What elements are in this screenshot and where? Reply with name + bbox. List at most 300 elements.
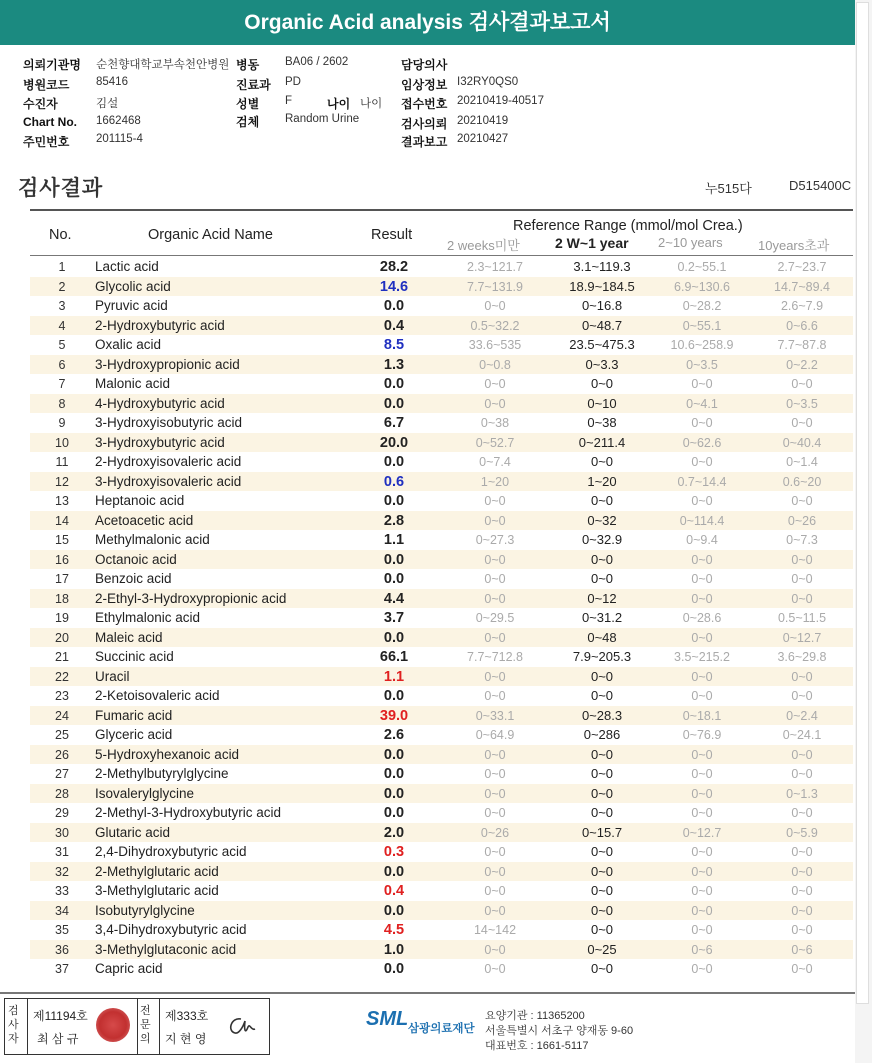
result-value: 0.0 (383, 961, 405, 977)
range-child: 0~0 (691, 455, 713, 469)
row-number: 21 (55, 650, 69, 664)
range-infant: 0~31.2 (581, 610, 623, 625)
header-range-adult: 10years초과 (758, 238, 830, 253)
acid-name: 4-Hydroxybutyric acid (95, 395, 225, 411)
signature-box (4, 998, 270, 1055)
sml-logo: SML (366, 1008, 409, 1030)
result-value: 3.7 (383, 610, 405, 626)
range-infant: 0~0 (590, 785, 614, 801)
table-row (30, 335, 853, 355)
acid-name: 2-Methyl-3-Hydroxybutyric acid (95, 805, 282, 820)
table-row (30, 667, 853, 687)
range-newborn: 0~0 (484, 864, 506, 879)
table-row (30, 569, 853, 589)
range-newborn: 0~0 (484, 396, 506, 411)
acid-name: Benzoic acid (95, 571, 172, 586)
table-row (30, 959, 853, 979)
range-adult: 0.6~20 (782, 474, 822, 489)
acid-name: 3-Hydroxyisobutyric acid (95, 415, 243, 430)
row-number: 29 (55, 806, 69, 820)
range-child: 0~0 (691, 884, 713, 898)
row-number: 1 (58, 260, 66, 274)
range-adult: 0~0 (791, 494, 813, 508)
info-label: 결과보고 (401, 135, 448, 149)
result-value: 14.6 (379, 278, 409, 295)
info-label: 검사의뢰 (401, 117, 448, 131)
result-value: 0.0 (383, 805, 405, 821)
header-result: Result (371, 227, 413, 243)
result-value: 0.0 (383, 298, 405, 314)
result-value: 1.1 (383, 532, 405, 548)
info-label: Chart No. (23, 115, 77, 129)
info-value: 85416 (96, 76, 128, 88)
range-newborn: 0~0 (484, 591, 506, 606)
range-infant: 0~0 (590, 688, 614, 703)
range-adult: 0~1.4 (786, 455, 818, 469)
range-infant: 0~3.3 (585, 356, 619, 372)
acid-name: Oxalic acid (95, 337, 162, 352)
range-infant: 0~0 (590, 493, 614, 508)
info-label: 성별 (236, 97, 260, 111)
range-infant: 0~0 (590, 961, 614, 976)
range-child: 0~0 (691, 572, 713, 586)
range-adult: 0.5~11.5 (777, 611, 827, 625)
table-row (30, 647, 853, 667)
range-newborn: 0~0 (484, 786, 506, 801)
table-row (30, 823, 853, 843)
result-value: 0.0 (383, 766, 405, 782)
row-number: 15 (55, 533, 69, 547)
table-row (30, 745, 853, 765)
acid-name: Uracil (95, 668, 130, 684)
range-newborn: 0~0 (484, 689, 506, 703)
range-child: 0~0 (691, 591, 713, 606)
range-adult: 0~0 (791, 903, 813, 918)
result-value: 0.0 (383, 454, 405, 470)
range-child: 0~28.2 (682, 299, 722, 313)
row-number: 24 (55, 708, 69, 723)
info-label: 임상정보 (401, 78, 448, 92)
range-adult: 0~0 (791, 806, 813, 820)
range-adult: 0~6.6 (786, 318, 818, 333)
age-label: 나이 (327, 97, 351, 111)
table-row (30, 940, 853, 960)
result-value: 0.4 (383, 317, 405, 334)
result-value: 0.0 (383, 493, 405, 509)
result-value: 0.4 (383, 883, 405, 899)
range-adult: 0~0 (791, 689, 813, 703)
range-child: 0.2~55.1 (677, 260, 727, 274)
range-newborn: 0~0 (484, 572, 506, 586)
lab-name: 삼광의료재단 (408, 1023, 475, 1035)
info-label: 의뢰기관명 (23, 58, 81, 72)
info-value: 20210419 (457, 115, 509, 127)
footer-rule (0, 992, 855, 994)
acid-name: Fumaric acid (95, 707, 173, 723)
info-value: BA06 / 2602 (285, 56, 349, 68)
range-infant: 0~0 (590, 551, 614, 567)
range-infant: 0~32 (587, 512, 617, 528)
table-row (30, 296, 853, 316)
range-newborn: 0~26 (480, 825, 510, 840)
range-newborn: 0~0 (484, 806, 506, 820)
range-newborn: 0~0 (484, 942, 506, 957)
range-newborn: 0~27.3 (475, 533, 515, 547)
acid-name: Glutaric acid (95, 824, 171, 840)
range-infant: 0~0 (590, 746, 614, 762)
range-infant: 0~0 (590, 883, 614, 898)
table-row (30, 725, 853, 745)
range-adult: 0~3.5 (786, 396, 818, 411)
range-child: 0~0 (691, 786, 713, 801)
table-row (30, 706, 853, 726)
result-value: 2.6 (383, 727, 405, 743)
table-row (30, 374, 853, 394)
table-header-rule (30, 255, 853, 256)
range-adult: 3.6~29.8 (777, 650, 827, 664)
info-value: 20210427 (457, 133, 509, 145)
range-newborn: 0~0 (484, 903, 506, 918)
org-phone: 대표번호 : 1661-5117 (485, 1040, 589, 1052)
row-number: 2 (58, 279, 66, 294)
info-label: 담당의사 (401, 58, 448, 72)
range-child: 0~0 (691, 864, 713, 879)
table-row (30, 842, 853, 862)
table-row (30, 277, 853, 297)
result-value: 0.0 (383, 376, 405, 392)
signer1-license: 제11194호 (33, 1009, 88, 1023)
acid-name: 2-Methylglutaric acid (95, 863, 219, 879)
row-number: 3 (58, 299, 66, 313)
range-infant: 0~12 (587, 590, 617, 606)
range-child: 0~0 (691, 845, 713, 859)
table-top-rule (30, 209, 853, 211)
acid-name: Maleic acid (95, 629, 163, 645)
signer2-name: 지 현 영 (165, 1032, 207, 1046)
range-child: 0~12.7 (682, 825, 722, 840)
acid-name: Capric acid (95, 961, 163, 976)
result-value: 6.7 (383, 415, 405, 431)
acid-name: 3-Methylglutaconic acid (95, 941, 237, 957)
range-newborn: 0~0 (484, 767, 506, 781)
header-range-child: 2~10 years (658, 235, 723, 250)
result-value: 8.5 (383, 337, 405, 353)
row-number: 30 (55, 825, 69, 840)
range-infant: 0~15.7 (581, 824, 623, 840)
range-newborn: 0~29.5 (475, 611, 515, 625)
range-infant: 0~16.8 (581, 298, 623, 313)
range-newborn: 1~20 (480, 474, 510, 489)
range-adult: 0~0 (791, 377, 813, 391)
info-value: 순천향대학교부속천안병원 (96, 59, 230, 71)
range-child: 0~0 (691, 689, 713, 703)
range-newborn: 0~0 (484, 884, 506, 898)
info-value: 20210419-40517 (457, 95, 544, 107)
row-number: 18 (55, 591, 69, 606)
table-row (30, 628, 853, 648)
table-row (30, 413, 853, 433)
acid-name: 2-Methylbutyrylglycine (95, 766, 229, 781)
range-adult: 0~0 (791, 923, 813, 937)
range-adult: 0~26 (787, 513, 817, 528)
acid-name: Isovalerylglycine (95, 785, 195, 801)
range-child: 0~0 (691, 494, 713, 508)
range-child: 0~0 (691, 552, 713, 567)
acid-name: 2-Hydroxyisovaleric acid (95, 454, 242, 469)
row-number: 10 (55, 435, 69, 450)
range-child: 0~3.5 (686, 357, 718, 372)
range-infant: 0~0 (590, 668, 614, 684)
row-number: 16 (55, 552, 69, 567)
range-newborn: 33.6~535 (468, 338, 522, 352)
range-infant: 0~0 (590, 844, 614, 859)
range-newborn: 14~142 (473, 923, 517, 937)
acid-name: 3-Hydroxybutyric acid (95, 434, 225, 450)
scrollbar-thumb[interactable] (856, 2, 869, 1004)
range-adult: 0~24.1 (782, 728, 822, 742)
range-newborn: 0~0 (484, 630, 506, 645)
row-number: 25 (55, 728, 69, 742)
acid-name: Pyruvic acid (95, 298, 168, 313)
range-newborn: 0~0.8 (479, 357, 511, 372)
range-infant: 0~0 (590, 376, 614, 391)
row-number: 14 (55, 513, 69, 528)
range-infant: 0~0 (590, 766, 614, 781)
result-value: 0.0 (383, 688, 405, 704)
table-row (30, 901, 853, 921)
acid-name: Succinic acid (95, 649, 174, 664)
row-number: 12 (55, 474, 69, 489)
range-child: 0~0 (691, 962, 713, 976)
result-value: 0.0 (383, 395, 405, 412)
range-child: 0~0 (691, 903, 713, 918)
range-adult: 0~0 (791, 864, 813, 879)
result-value: 0.0 (383, 629, 405, 646)
row-number: 13 (55, 494, 69, 508)
range-newborn: 0~0 (484, 845, 506, 859)
acid-name: 3-Hydroxypropionic acid (95, 356, 240, 372)
result-value: 1.3 (383, 356, 405, 373)
table-row (30, 316, 853, 336)
table-row (30, 881, 853, 901)
range-child: 0~0 (691, 630, 713, 645)
acid-name: 5-Hydroxyhexanoic acid (95, 746, 240, 762)
row-number: 6 (58, 357, 66, 372)
range-child: 10.6~258.9 (670, 338, 734, 352)
acid-name: Lactic acid (95, 259, 159, 274)
range-infant: 1~20 (587, 473, 617, 489)
table-row (30, 511, 853, 531)
range-newborn: 0~64.9 (475, 728, 515, 742)
range-infant: 3.1~119.3 (573, 259, 631, 274)
info-label: 진료과 (236, 78, 271, 92)
range-newborn: 0~33.1 (475, 708, 515, 723)
row-number: 17 (55, 572, 69, 586)
table-row (30, 862, 853, 882)
info-label: 주민번호 (23, 135, 70, 149)
acid-name: 2,4-Dihydroxybutyric acid (95, 844, 247, 859)
range-adult: 2.6~7.9 (780, 299, 824, 313)
row-number: 11 (55, 455, 69, 469)
official-seal-icon (96, 1008, 130, 1042)
info-value: I32RY0QS0 (457, 76, 519, 88)
range-infant: 18.9~184.5 (569, 278, 635, 294)
result-value: 39.0 (379, 707, 409, 724)
info-label: 접수번호 (401, 97, 448, 111)
header-name: Organic Acid Name (148, 227, 273, 243)
report-code: 누515다 (705, 181, 752, 196)
range-child: 0~76.9 (682, 728, 722, 742)
range-child: 0~0 (691, 669, 713, 684)
info-value: 김설 (96, 98, 119, 110)
table-row (30, 491, 853, 511)
acid-name: 3-Methylglutaric acid (95, 883, 219, 898)
range-child: 0~0 (691, 923, 713, 937)
range-child: 0~0 (691, 767, 713, 781)
row-number: 27 (55, 767, 69, 781)
org-address: 서울특별시 서초구 양재동 9-60 (485, 1025, 634, 1037)
acid-name: Methylmalonic acid (95, 532, 210, 547)
acid-name: Heptanoic acid (95, 493, 185, 508)
acid-name: 2-Hydroxybutyric acid (95, 317, 225, 333)
range-adult: 0~0 (791, 572, 813, 586)
table-row (30, 608, 853, 628)
range-newborn: 0~0 (484, 747, 506, 762)
row-number: 28 (55, 786, 69, 801)
table-row (30, 530, 853, 550)
info-label: 수진자 (23, 97, 58, 111)
result-value: 0.0 (383, 746, 405, 763)
result-value: 28.2 (379, 259, 409, 275)
result-value: 0.0 (383, 571, 405, 587)
info-label: 병동 (236, 58, 260, 72)
range-newborn: 7.7~131.9 (467, 279, 523, 294)
range-infant: 0~10 (587, 395, 617, 411)
row-number: 5 (58, 338, 66, 352)
range-adult: 0~40.4 (782, 435, 822, 450)
range-infant: 0~0 (590, 922, 614, 937)
header-reference-range: Reference Range (mmol/mol Crea.) (513, 218, 743, 234)
range-child: 0~0 (691, 416, 713, 430)
result-value: 1.0 (383, 941, 405, 958)
range-adult: 0~0 (791, 767, 813, 781)
range-newborn: 0.5~32.2 (470, 318, 520, 333)
table-row (30, 803, 853, 823)
range-infant: 0~0 (590, 571, 614, 586)
result-value: 20.0 (379, 434, 409, 451)
range-infant: 0~48 (587, 629, 617, 645)
row-number: 32 (55, 864, 69, 879)
row-number: 31 (55, 845, 69, 859)
range-child: 6.9~130.6 (674, 279, 730, 294)
acid-name: Malonic acid (95, 376, 171, 391)
result-value: 0.0 (383, 785, 405, 802)
range-infant: 0~0 (590, 863, 614, 879)
signer1-name: 최 삼 규 (37, 1032, 79, 1046)
acid-name: Octanoic acid (95, 551, 177, 567)
info-value: F (285, 95, 293, 107)
result-value: 0.0 (383, 551, 405, 568)
range-adult: 0~1.3 (786, 786, 818, 801)
range-infant: 0~0 (590, 805, 614, 820)
row-number: 4 (58, 318, 66, 333)
range-child: 0~62.6 (682, 435, 722, 450)
row-number: 36 (55, 942, 69, 957)
range-child: 0~4.1 (686, 396, 718, 411)
range-infant: 23.5~475.3 (569, 337, 635, 352)
table-row (30, 433, 853, 453)
range-newborn: 0~0 (484, 377, 506, 391)
range-adult: 0~5.9 (786, 825, 818, 840)
table-row (30, 550, 853, 570)
range-child: 0~0 (691, 806, 713, 820)
info-label: 병원코드 (23, 78, 70, 92)
result-value: 0.6 (383, 473, 405, 490)
signature-icon (223, 1013, 261, 1039)
result-value: 0.3 (383, 844, 405, 860)
range-adult: 14.7~89.4 (774, 279, 830, 294)
acid-name: 2-Ketoisovaleric acid (95, 688, 220, 703)
result-value: 4.4 (383, 590, 405, 607)
range-adult: 0~0 (791, 591, 813, 606)
range-newborn: 0~0 (484, 299, 506, 313)
acid-name: Isobutyrylglycine (95, 902, 195, 918)
range-adult: 0~0 (791, 747, 813, 762)
range-adult: 0~6 (791, 942, 813, 957)
range-adult: 0~7.3 (786, 533, 818, 547)
row-number: 34 (55, 903, 69, 918)
range-infant: 0~211.4 (578, 434, 626, 450)
row-number: 35 (55, 923, 69, 937)
patient-info (0, 52, 855, 152)
range-adult: 0~2.2 (786, 357, 818, 372)
row-number: 19 (55, 611, 69, 625)
table-row (30, 355, 853, 375)
result-value: 4.5 (383, 922, 405, 938)
range-adult: 0~12.7 (782, 630, 822, 645)
range-infant: 0~32.9 (581, 532, 623, 547)
range-child: 0~28.6 (682, 611, 722, 625)
range-child: 0~114.4 (679, 513, 725, 528)
table-row (30, 920, 853, 940)
range-newborn: 0~7.4 (479, 455, 511, 469)
header-range-newborn: 2 weeks미만 (447, 238, 520, 253)
range-child: 3.5~215.2 (674, 650, 730, 664)
range-child: 0.7~14.4 (677, 474, 727, 489)
table-row (30, 764, 853, 784)
info-value: 1662468 (96, 115, 141, 127)
section-title: 검사결과 (18, 177, 104, 200)
range-infant: 0~38 (587, 415, 617, 430)
result-value: 2.8 (383, 512, 405, 529)
acid-name: 3,4-Dihydroxybutyric acid (95, 922, 247, 937)
acid-name: Acetoacetic acid (95, 512, 194, 528)
range-infant: 7.9~205.3 (572, 649, 632, 664)
header-no: No. (49, 227, 72, 243)
result-value: 0.0 (383, 863, 405, 880)
info-value: Random Urine (285, 113, 360, 125)
range-newborn: 0~0 (484, 962, 506, 976)
range-adult: 0~0 (791, 416, 813, 430)
table-row (30, 257, 853, 277)
row-number: 9 (58, 416, 66, 430)
range-child: 0~6 (691, 942, 713, 957)
range-adult: 0~0 (791, 962, 813, 976)
range-newborn: 7.7~712.8 (467, 650, 523, 664)
vertical-scrollbar[interactable] (855, 0, 872, 1063)
table-row (30, 394, 853, 414)
range-child: 0~9.4 (686, 533, 718, 547)
